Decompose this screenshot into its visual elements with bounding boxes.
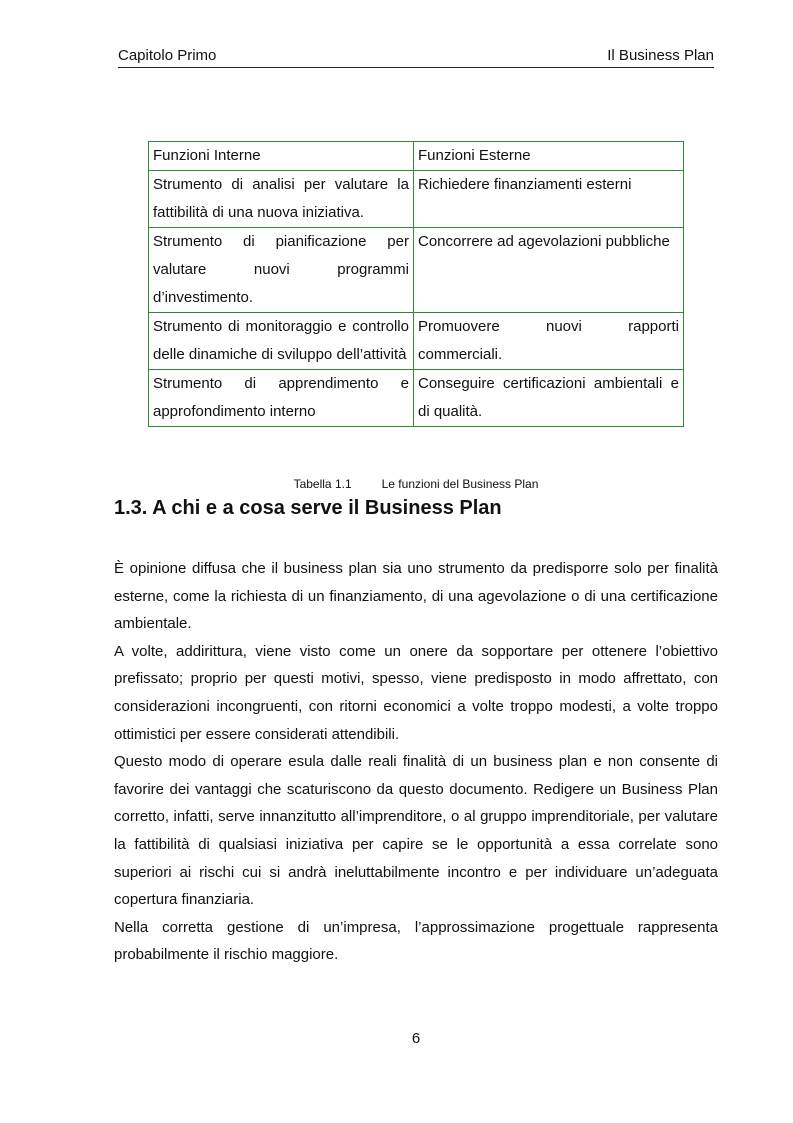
table-caption [0, 477, 793, 491]
functions-table [148, 141, 684, 427]
table-cell-internal: Strumento di analisi per valutare la fattibilità di una nuova iniziativa. [149, 171, 414, 228]
topic-label: Il Business Plan [607, 47, 714, 64]
table-cell-external: Concorrere ad agevolazioni pubbliche [413, 228, 683, 313]
chapter-label: Capitolo Primo [118, 47, 217, 64]
table-row [149, 171, 684, 228]
page-number: 6 [411, 1030, 421, 1047]
body-text [114, 555, 718, 969]
header-external-functions: Funzioni Esterne [413, 142, 683, 171]
section-title: 1.3. A chi e a cosa serve il Business Plan [114, 497, 502, 519]
table-row [149, 228, 684, 313]
paragraph: È opinione diffusa che il business plan sia uno strumento da predisporre solo per finalità esterne, come la richiesta di un finanziamento, di una agevolazione o di una certificazione ambientale. [114, 560, 718, 633]
running-header [118, 47, 714, 68]
header-internal-functions: Funzioni Interne [149, 142, 414, 171]
paragraph: A volte, addirittura, viene visto come un onere da sopportare per ottenere l’obiettivo prefissato; proprio per questi motivi, spesso, viene predisposto in modo affrettato, con considerazioni incongruenti, con ritorni economici a volte troppo modesti, a volte troppo ottimistici per essere considerati attendibili. [114, 642, 718, 743]
table-cell-internal: Strumento di monitoraggio e controllo delle dinamiche di sviluppo dell’attività [149, 313, 414, 370]
table-cell-external: Promuovere nuovi rapporti commerciali. [413, 313, 683, 370]
table-cell-external: Richiedere finanziamenti esterni [413, 171, 683, 228]
table-cell-internal: Strumento di apprendimento e approfondimento interno [149, 370, 414, 427]
table-cell-internal: Strumento di pianificazione per valutare nuovi programmi d’investimento. [149, 228, 414, 313]
paragraph: Nella corretta gestione di un’impresa, l’approssimazione progettuale rappresenta probabilmente il rischio maggiore. [114, 918, 718, 964]
table-row [149, 370, 684, 427]
table-row [149, 313, 684, 370]
caption-text: Le funzioni del Business Plan [381, 477, 539, 491]
caption-number: Tabella 1.1 [293, 477, 352, 491]
table-header-row [149, 142, 684, 171]
table-cell-external: Conseguire certificazioni ambientali e di qualità. [413, 370, 683, 427]
paragraph: Questo modo di operare esula dalle reali finalità di un business plan e non consente di favorire dei vantaggi che scaturiscono da questo documento. Redigere un Business Plan corretto, infatti, serve innanzitutto all’imprenditore, o al gruppo imprenditoriale, per valutare la fattibilità di qualsiasi iniziativa per capire se le opportunità a essa correlate sono superiori ai rischi cui si andrà ineluttabilmente incontro e per individuare un’adeguata copertura finanziaria. [114, 753, 718, 909]
